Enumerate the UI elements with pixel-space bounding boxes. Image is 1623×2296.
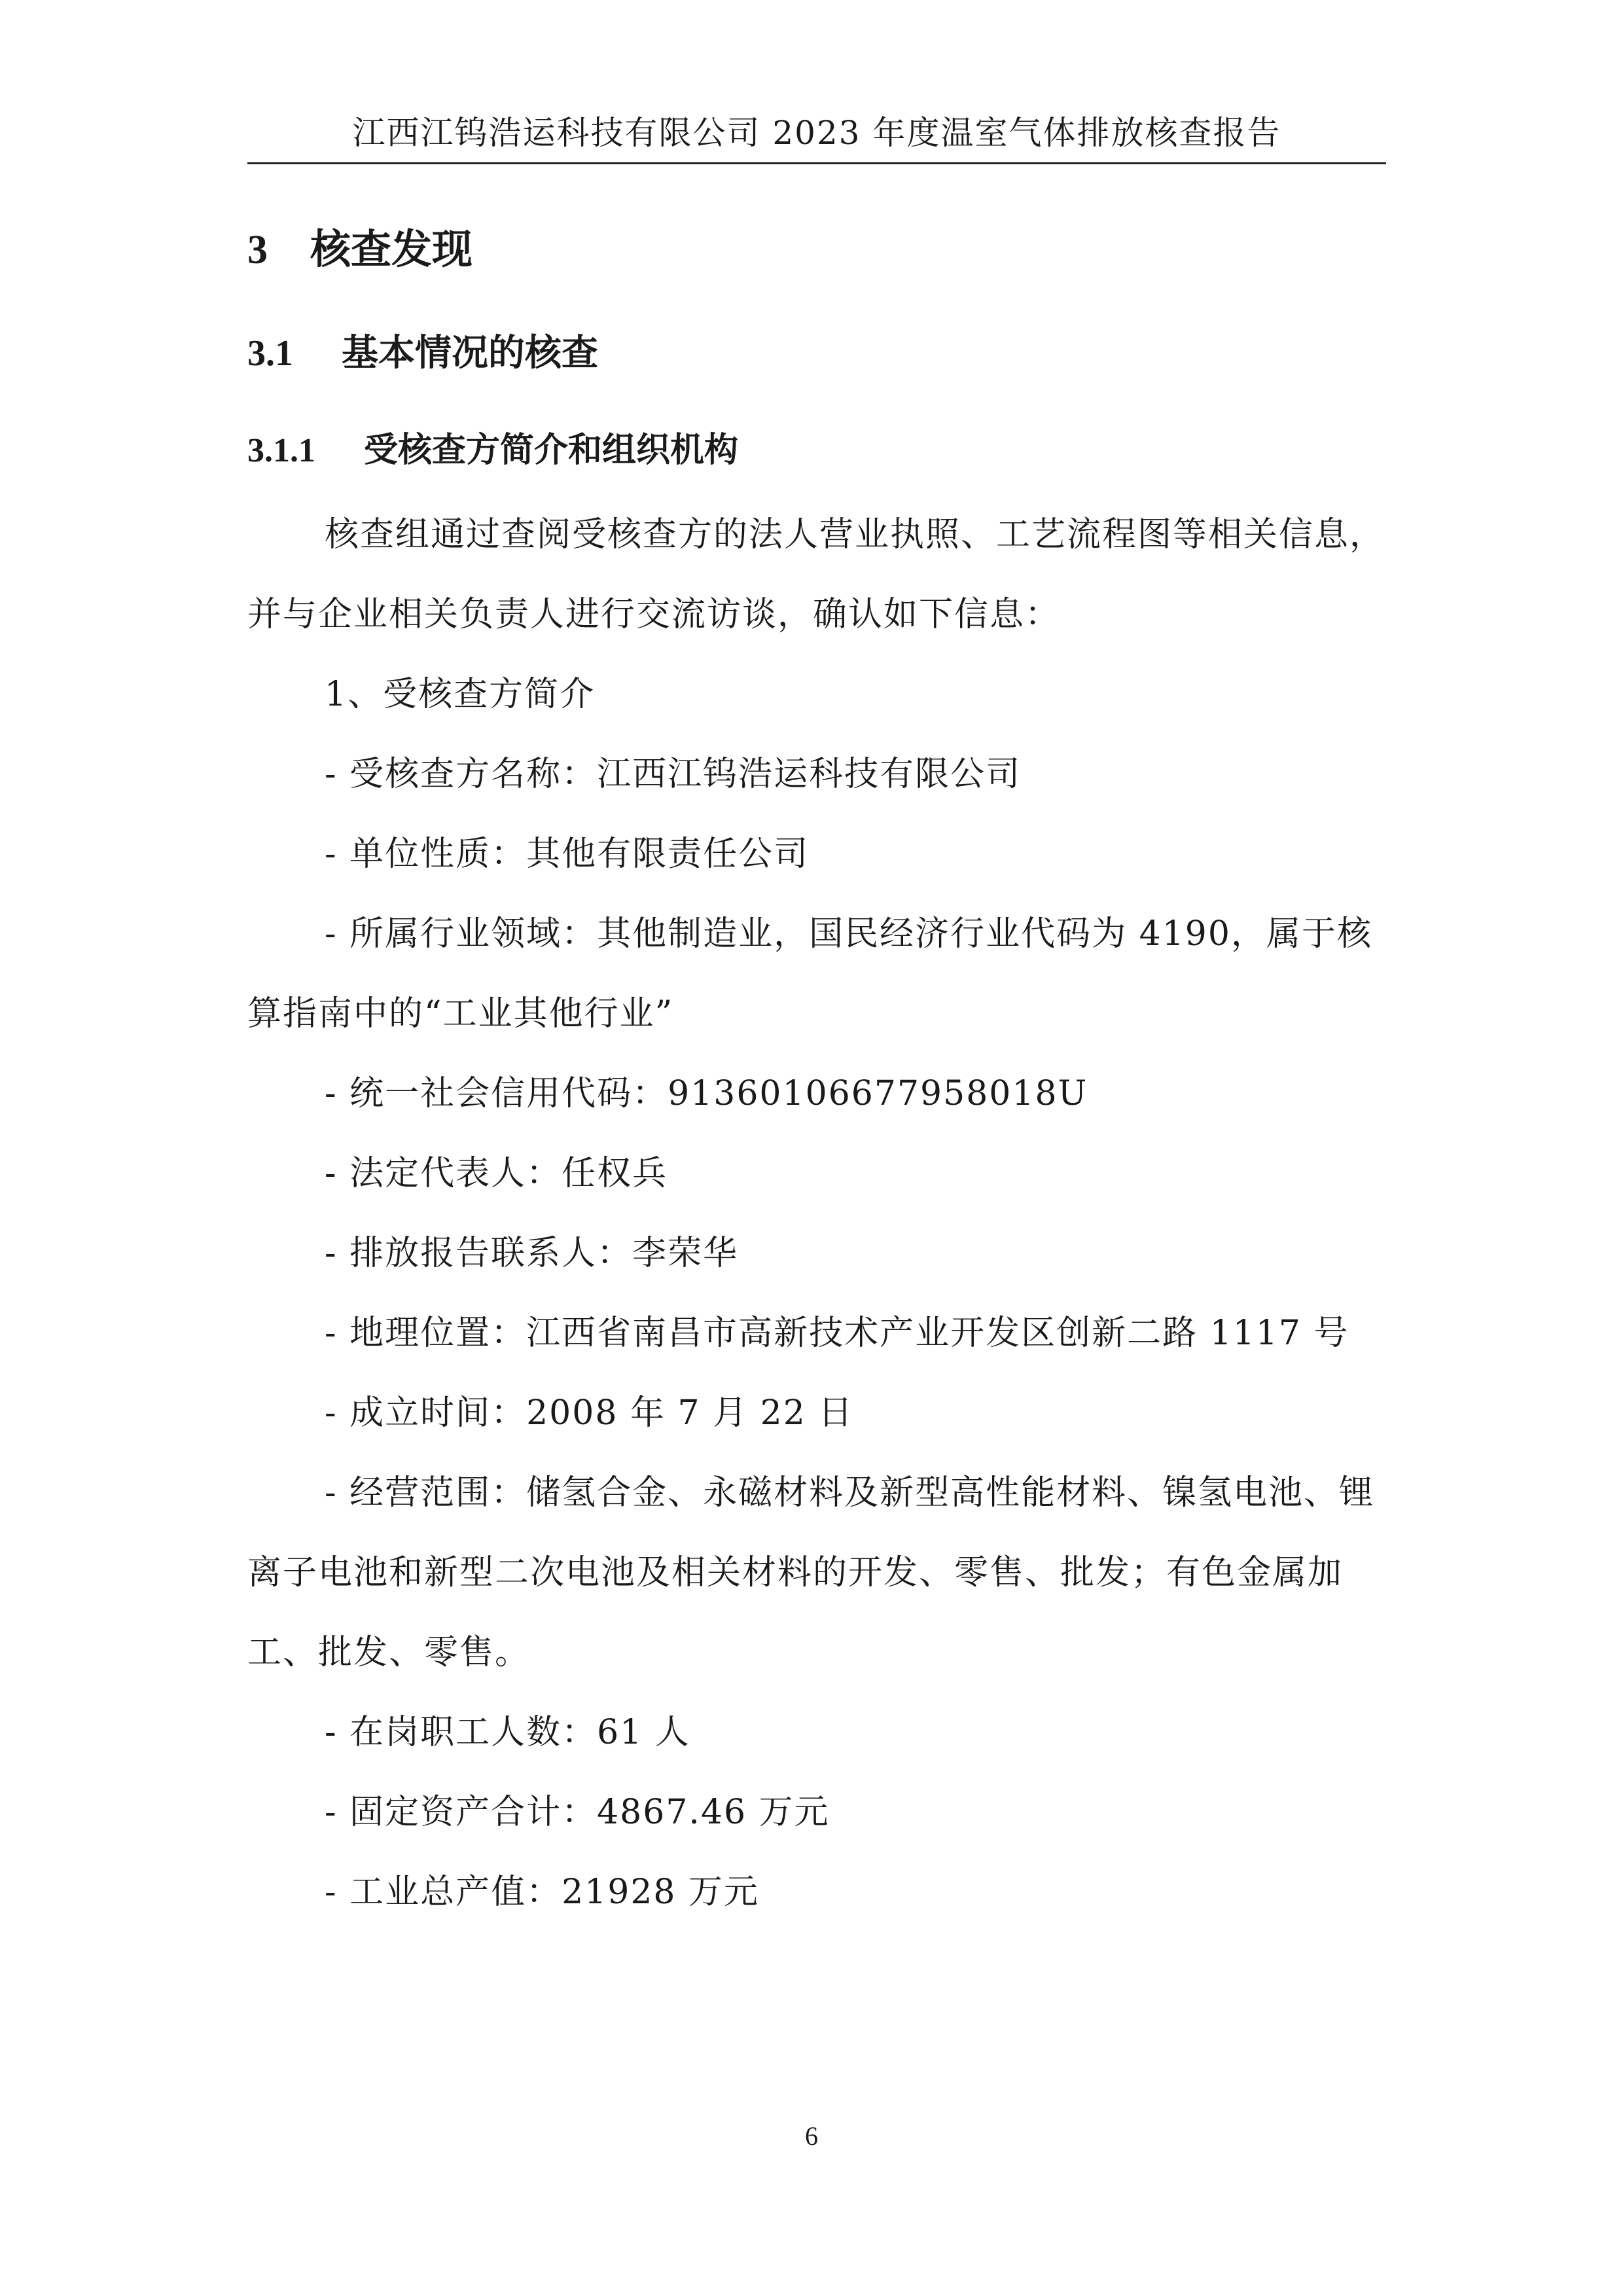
item-business-scope: - 经营范围：储氢合金、永磁材料及新型高性能材料、镍氢电池、锂离子电池和新型二次电池及相关材料的开发、零售、批发；有色金属加工、批发、零售。	[247, 1473, 1375, 1672]
item-employee-count: - 在岗职工人数：61 人	[325, 1713, 690, 1752]
item-company-name: - 受核查方名称：江西江钨浩运科技有限公司	[325, 755, 1022, 794]
item-legal-representative: - 法定代表人：任权兵	[325, 1154, 668, 1193]
item-credit-code: - 统一社会信用代码：91360106677958018U	[325, 1074, 1088, 1113]
subsubsection-title: 受核查方简介和组织机构	[364, 431, 739, 470]
intro-paragraph: 核查组通过查阅受核查方的法人营业执照、工艺流程图等相关信息，并与企业相关负责人进行交流访谈，确认如下信息：	[247, 515, 1385, 634]
item-industrial-output: - 工业总产值：21928 万元	[325, 1873, 760, 1912]
header-divider	[247, 162, 1386, 164]
section-heading	[247, 220, 473, 279]
page-header: 江西江钨浩运科技有限公司 2023 年度温室气体排放核查报告	[352, 114, 1281, 152]
subsection-title: 基本情况的核查	[342, 332, 598, 374]
body-text	[247, 495, 1386, 1932]
item-entity-type: - 单位性质：其他有限责任公司	[325, 834, 810, 874]
item-founding-date: - 成立时间：2008 年 7 月 22 日	[325, 1393, 854, 1433]
subsubsection-number: 3.1.1	[247, 432, 315, 469]
item-industry: - 所属行业领域：其他制造业，国民经济行业代码为 4190，属于核算指南中的“工业其他行业”	[247, 914, 1372, 1033]
item-address: - 地理位置：江西省南昌市高新技术产业开发区创新二路 1117 号	[325, 1314, 1349, 1353]
item-report-contact: - 排放报告联系人：李荣华	[325, 1234, 739, 1273]
subsection-number: 3.1	[247, 333, 293, 374]
subsubsection-heading	[247, 424, 738, 477]
section-number: 3	[247, 228, 268, 272]
subsection-heading	[247, 327, 598, 380]
section-title: 核查发现	[310, 225, 473, 273]
subheading-company-profile: 1、受核查方简介	[325, 675, 596, 714]
item-fixed-assets: - 固定资产合计：4867.46 万元	[325, 1793, 830, 1832]
page-number: 6	[805, 2121, 818, 2151]
